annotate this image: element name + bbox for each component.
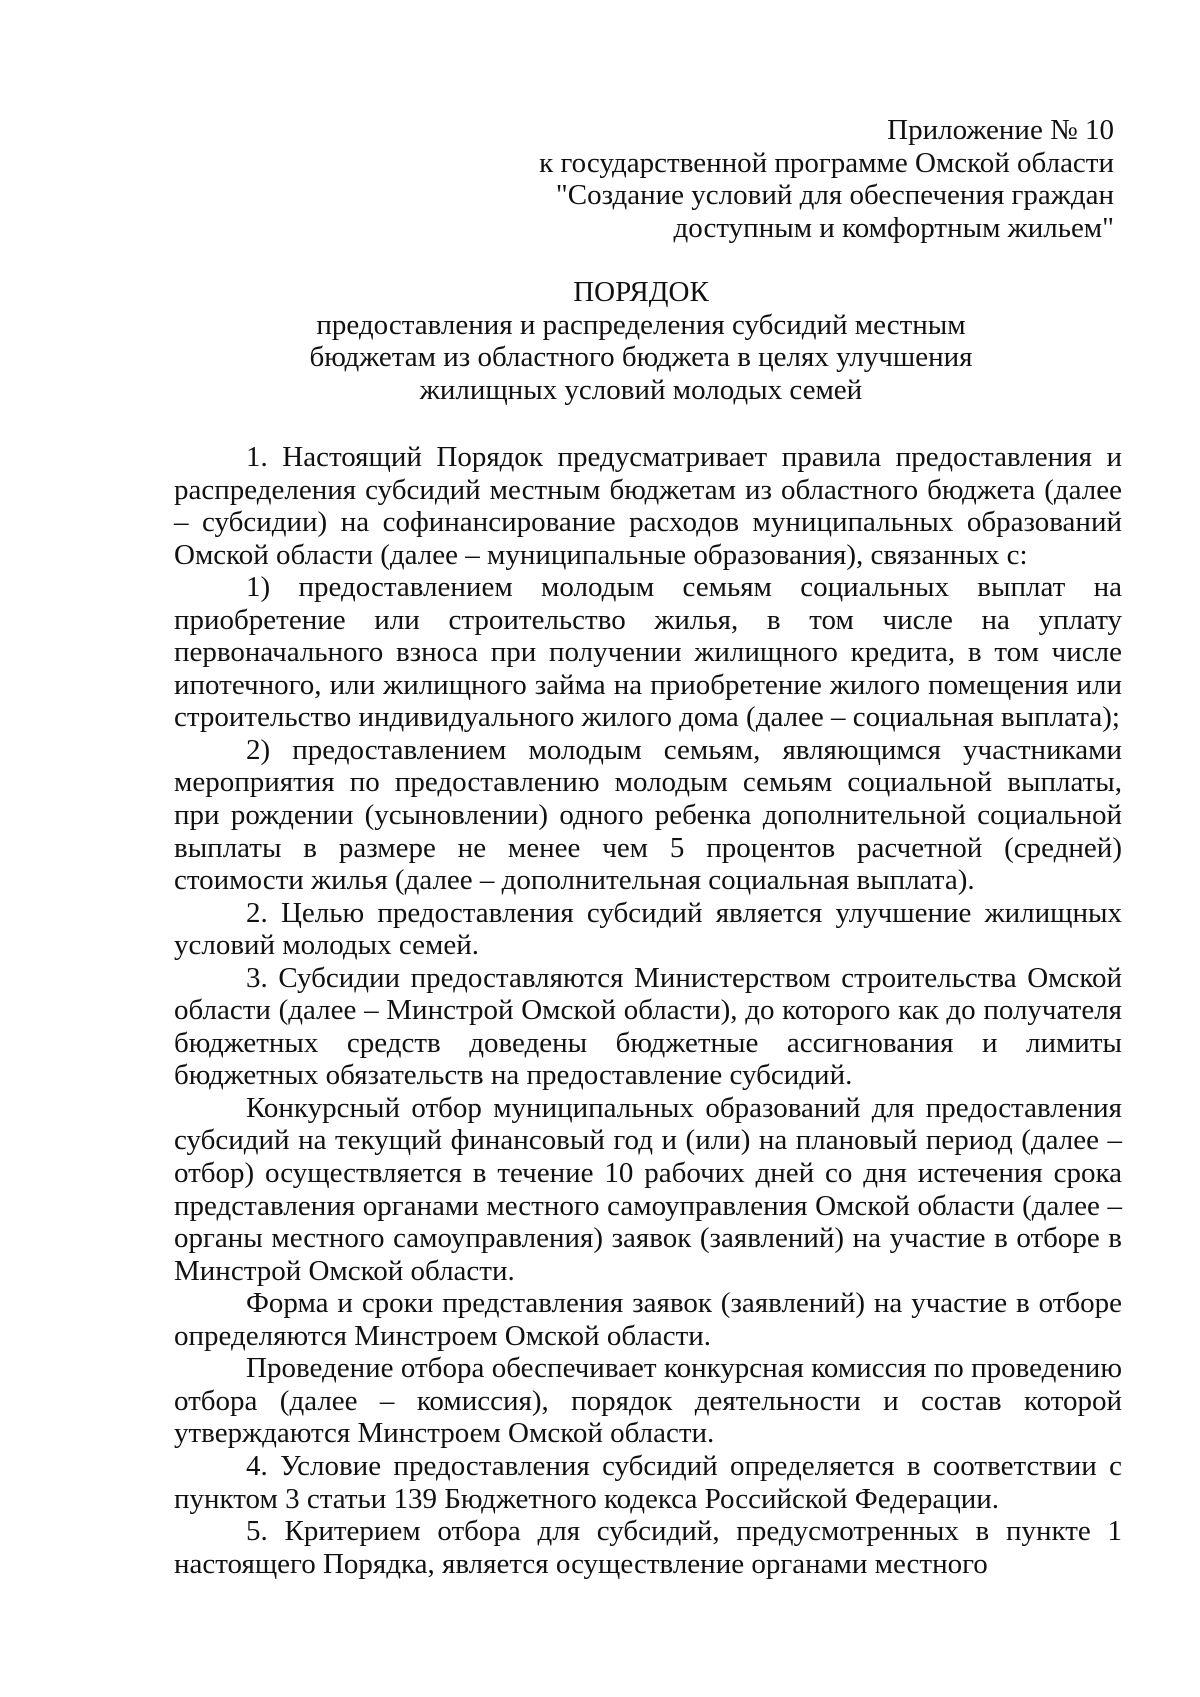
paragraph-3-commission: Проведение отбора обеспечивает конкурсная комиссия по проведению отбора (далее – комиссия), порядок деятельности и состав которой утверждаются Минстроем Омской области. (174, 1352, 1122, 1450)
document-subtitle-line-1: предоставления и распределения субсидий местным (316, 308, 966, 341)
paragraph-2: 2. Целью предоставления субсидий является улучшение жилищных условий молодых семей. (174, 896, 1122, 962)
document-title: ПОРЯДОК (573, 276, 709, 308)
paragraph-1-item-2: 2) предоставлением молодым семьям, являющимся участниками мероприятия по предоставлению молодым семьям социальной выплаты, при рождении (усыновлении) одного ребенка дополнительной социальной выплаты в размере не менее чем 5 процентов расчетной (средней) стоимости жилья (далее – дополнительная социальная выплата). (174, 733, 1122, 897)
paragraph-3-selection: Конкурсный отбор муниципальных образований для предоставления субсидий на текущий финансовый год и (или) на плановый период (далее – отбор) осуществляется в течение 10 рабочих дней со дня истечения срока представления органами местного самоуправления Омской области (далее – органы местного самоуправления) заявок (заявлений) на участие в отборе в Минстрой Омской области. (174, 1091, 1122, 1287)
document-subtitle-line-2: бюджетам из областного бюджета в целях улучшения (309, 341, 973, 373)
appendix-reference (474, 114, 1114, 244)
paragraph-5: 5. Критерием отбора для субсидий, предусмотренных в пункте 1 настоящего Порядка, является осуществление органами местного (174, 1515, 1122, 1580)
document-body (174, 441, 1122, 1580)
appendix-number: Приложение № 10 (887, 114, 1114, 146)
document-heading (160, 276, 1122, 406)
paragraph-1: 1. Настоящий Порядок предусматривает правила предоставления и распределения субсидий местным бюджетам из областного бюджета (далее – субсидии) на софинансирование расходов муниципальных образований Омской области (далее – муниципальные образования), связанных с: (174, 441, 1122, 571)
appendix-program-name-line-2: доступным и комфортным жильем" (673, 211, 1114, 244)
paragraph-4: 4. Условие предоставления субсидий определяется в соответствии с пунктом 3 статьи 139 Бюджетного кодекса Российской Федерации. (174, 1449, 1122, 1515)
document-subtitle-line-3: жилищных условий молодых семей (419, 373, 863, 406)
appendix-program-line: к государственной программе Омской области (539, 146, 1114, 179)
paragraph-3-form: Форма и сроки представления заявок (заявлений) на участие в отборе определяются Минстроем Омской области. (174, 1287, 1122, 1352)
appendix-program-name-line-1: "Создание условий для обеспечения граждан (555, 179, 1114, 211)
paragraph-3: 3. Субсидии предоставляются Министерством строительства Омской области (далее – Минстрой Омской области), до которого как до получателя бюджетных средств доведены бюджетные ассигнования и лимиты бюджетных обязательств на предоставление субсидий. (174, 961, 1122, 1092)
paragraph-1-item-1: 1) предоставлением молодым семьям социальных выплат на приобретение или строительство жилья, в том числе на уплату первоначального взноса при получении жилищного кредита, в том числе ипотечного, или жилищного займа на приобретение жилого помещения или строительство индивидуального жилого дома (далее – социальная выплата); (174, 571, 1122, 734)
